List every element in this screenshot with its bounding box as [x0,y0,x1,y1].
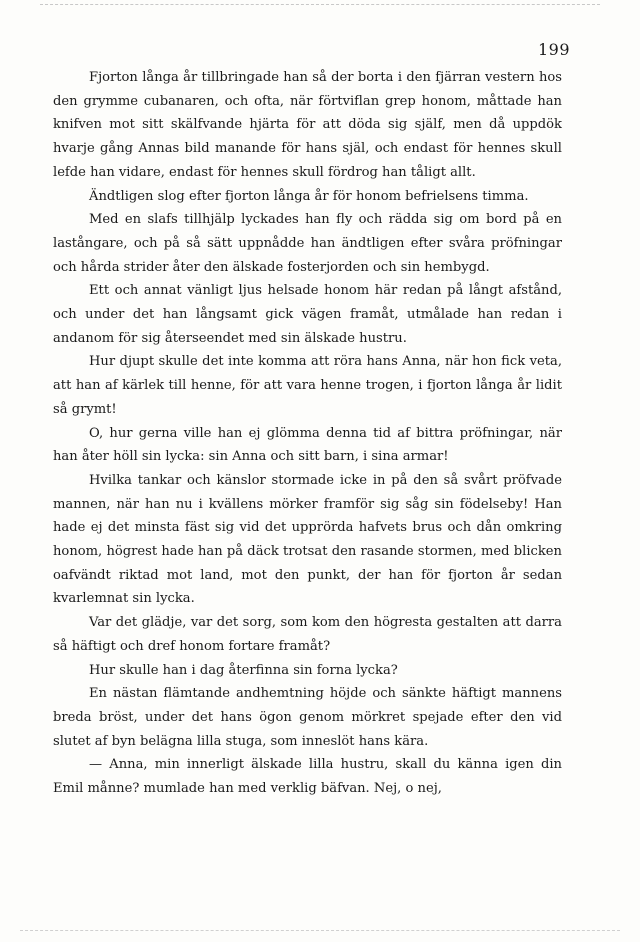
body-text [53,66,562,801]
paragraph: Fjorton långa år tillbringade han så der borta i den fjärran vestern hos den grymme cubanaren, och ofta, när förtviflan grep honom, måttade han knifven mot sitt skälfvande hjärta för att döda sig själf, men då uppdök hvarje gång Annas bild manande för hans själ, och endast för hennes skull lefde han vidare, endast för hennes skull fördrog han tåligt allt. [53,70,562,180]
paragraph: Ändtligen slog efter fjorton långa år för honom befrielsens timma. [89,188,529,204]
paragraph: — Anna, min innerligt älskade lilla hustru, skall du känna igen din Emil månne? mumlade han med verklig bäfvan. Nej, o nej, [53,757,562,797]
paragraph: Hur skulle han i dag återfinna sin forna lycka? [89,662,398,678]
top-edge-rule [40,4,600,5]
paragraph: En nästan flämtande andhemtning höjde och sänkte häftigt mannens breda bröst, under det hans ögon genom mörkret spejade efter den vid slutet af byn belägna lilla stuga, som inneslöt hans kära. [53,686,562,749]
paragraph: Var det glädje, var det sorg, som kom den högresta gestalten att darra så häftigt och dref honom fortare framåt? [53,615,562,654]
paragraph: Hvilka tankar och känslor stormade icke in på den så svårt pröfvade mannen, när han nu i kvällens mörker framför sig såg sin födelseby! Han hade ej det minsta fäst sig vid det upprörda hafvets brus och dån omkring honom, högrest hade han på däck trotsat den rasande stormen, med blicken oafvändt riktad mot land, mot den punkt, der han för fjorton år sedan kvarlemnat sin lycka. [53,472,562,607]
paragraph: Ett och annat vänligt ljus helsade honom här redan på långt afstånd, och under det han långsamt gick vägen framåt, utmålade han redan i andanom för sig återseendet med sin älskade hustru. [53,283,562,346]
paragraph: Hur djupt skulle det inte komma att röra hans Anna, när hon fick veta, att han af kärlek till henne, för att vara henne trogen, i fjorton långa år lidit så grymt! [53,354,562,417]
paragraph: Med en slafs tillhjälp lyckades han fly och rädda sig om bord på en lastångare, och på så sätt uppnådde han ändtligen efter svåra pröfningar och hårda strider åter den älskade fosterjorden och sin hembygd. [53,212,562,275]
bottom-edge-rule [20,930,620,931]
page-number: 199 [537,40,570,59]
paragraph: O, hur gerna ville han ej glömma denna tid af bittra pröfningar, när han åter höll sin lycka: sin Anna och sitt barn, i sina armar! [53,425,562,465]
